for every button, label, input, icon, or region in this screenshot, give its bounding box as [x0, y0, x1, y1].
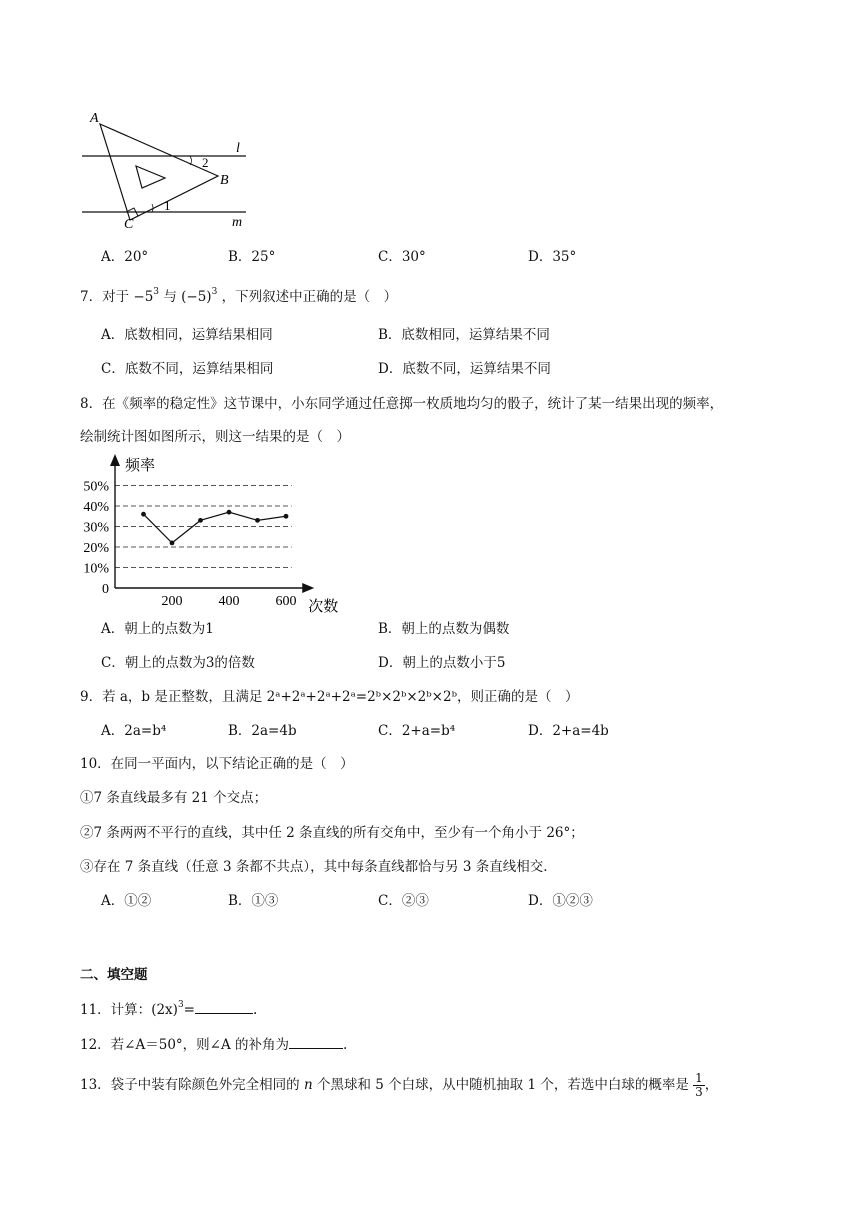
- triangle-figure: [78, 108, 268, 232]
- q7-option-c[interactable]: C．底数不同，运算结果相同: [101, 361, 274, 377]
- label-l: l: [236, 141, 240, 156]
- y-tick-label: 30%: [83, 520, 109, 536]
- q10-stem: 10．在同一平面内，以下结论正确的是（ ）: [80, 756, 354, 772]
- x-tick-label: 400: [218, 594, 240, 609]
- data-point: [227, 510, 232, 515]
- q10-option-c[interactable]: C．②③: [378, 893, 429, 909]
- y-tick-label: 10%: [83, 561, 109, 577]
- q11-answer-blank[interactable]: [195, 999, 253, 1014]
- y-tick-label: 40%: [83, 500, 109, 515]
- q8-option-c[interactable]: C．朝上的点数为3的倍数: [101, 655, 255, 671]
- q8-stem-line2: 绘制统计图如图所示，则这一结果的是（ ）: [80, 429, 350, 445]
- label-B: B: [220, 173, 229, 188]
- angle1-label: 1: [164, 198, 171, 213]
- x-axis-label: 次数: [308, 599, 339, 614]
- y-tick-label: 20%: [83, 541, 109, 556]
- probability-fraction: $\frac{1}{3}$: [695, 1071, 703, 1099]
- q8-stem-line1: 8．在《频率的稳定性》这节课中，小东同学通过任意掷一枚质地均匀的骰子，统计了某一结果出现的频率，: [80, 396, 724, 412]
- label-C: C: [124, 217, 134, 232]
- q9-option-c[interactable]: C．2+a=b⁴: [378, 723, 456, 739]
- angle1-arc: [152, 204, 153, 212]
- angle2-label: 2: [202, 155, 209, 170]
- data-point: [170, 541, 175, 546]
- data-point: [284, 514, 289, 519]
- q12-answer-blank[interactable]: [289, 1034, 343, 1049]
- q9-option-a[interactable]: A．2a=b⁴: [101, 723, 167, 739]
- q7-option-b[interactable]: B．底数相同，运算结果不同: [378, 327, 550, 343]
- q10-statement-1: ①7 条直线最多有 21 个交点；: [80, 790, 268, 806]
- q7-option-a[interactable]: A．底数相同，运算结果相同: [101, 327, 273, 343]
- set-square-inner: [136, 166, 165, 188]
- q8-option-b[interactable]: B．朝上的点数为偶数: [378, 621, 510, 637]
- q10-option-a[interactable]: A．①②: [101, 893, 152, 909]
- frequency-line-chart: [70, 452, 350, 614]
- q13-stem: 13．袋子中装有除颜色外完全相同的 n 个黑球和 5 个白球，从中随机抽取 1 个，若选中白球的概率是 $\frac{1}{3}$ ，: [80, 1071, 719, 1099]
- data-point: [141, 512, 146, 517]
- q9-option-b[interactable]: B．2a=4b: [228, 723, 297, 739]
- y-axis-arrow: [110, 454, 120, 466]
- y-axis-label: 频率: [125, 458, 156, 474]
- q9-option-d[interactable]: D．2+a=4b: [528, 723, 609, 739]
- q8-option-a[interactable]: A．朝上的点数为1: [101, 621, 214, 637]
- q10-option-b[interactable]: B．①③: [228, 893, 279, 909]
- q6-option-b[interactable]: B．25°: [228, 249, 276, 265]
- q12-stem: 12．若∠A＝50°，则∠A 的补角为 .: [80, 1034, 347, 1054]
- section-title: 二、填空题: [80, 967, 148, 983]
- q7-option-d[interactable]: D．底数不同，运算结果不同: [378, 361, 551, 377]
- q11-stem: 11．计算：$(2x)^3=$ .: [80, 1000, 258, 1018]
- y-tick-label: 50%: [83, 479, 109, 495]
- y-tick-label: 0: [102, 582, 109, 597]
- q8-option-d[interactable]: D．朝上的点数小于5: [378, 655, 506, 671]
- series-line: [144, 512, 287, 543]
- q10-statement-3: ③存在 7 条直线（任意 3 条都不共点），其中每条直线都恰与另 3 条直线相交.: [80, 859, 548, 875]
- q9-stem: 9．若 a，b 是正整数，且满足 2ᵃ+2ᵃ+2ᵃ+2ᵃ=2ᵇ×2ᵇ×2ᵇ×2ᵇ，则正确的是（ ）: [80, 689, 579, 705]
- label-A: A: [90, 111, 99, 126]
- x-axis-arrow: [302, 583, 314, 593]
- q6-option-d[interactable]: D．35°: [528, 249, 577, 265]
- q6-option-c[interactable]: C．30°: [378, 249, 426, 265]
- label-m: m: [232, 215, 243, 230]
- q10-statement-2: ②7 条两两不平行的直线，其中任 2 条直线的所有交角中，至少有一个角小于 26°；: [80, 825, 584, 841]
- q6-option-a[interactable]: A．20°: [101, 249, 149, 265]
- data-point: [198, 518, 203, 523]
- q7-stem: 7．对于 $-5^3$ 与 $(-5)^3$ ，下列叙述中正确的是（ ）: [80, 287, 398, 305]
- x-tick-label: 600: [275, 594, 297, 609]
- data-point: [255, 518, 260, 523]
- set-square-outer: [100, 124, 218, 220]
- x-tick-label: 200: [161, 594, 183, 609]
- q10-option-d[interactable]: D．①②③: [528, 893, 593, 909]
